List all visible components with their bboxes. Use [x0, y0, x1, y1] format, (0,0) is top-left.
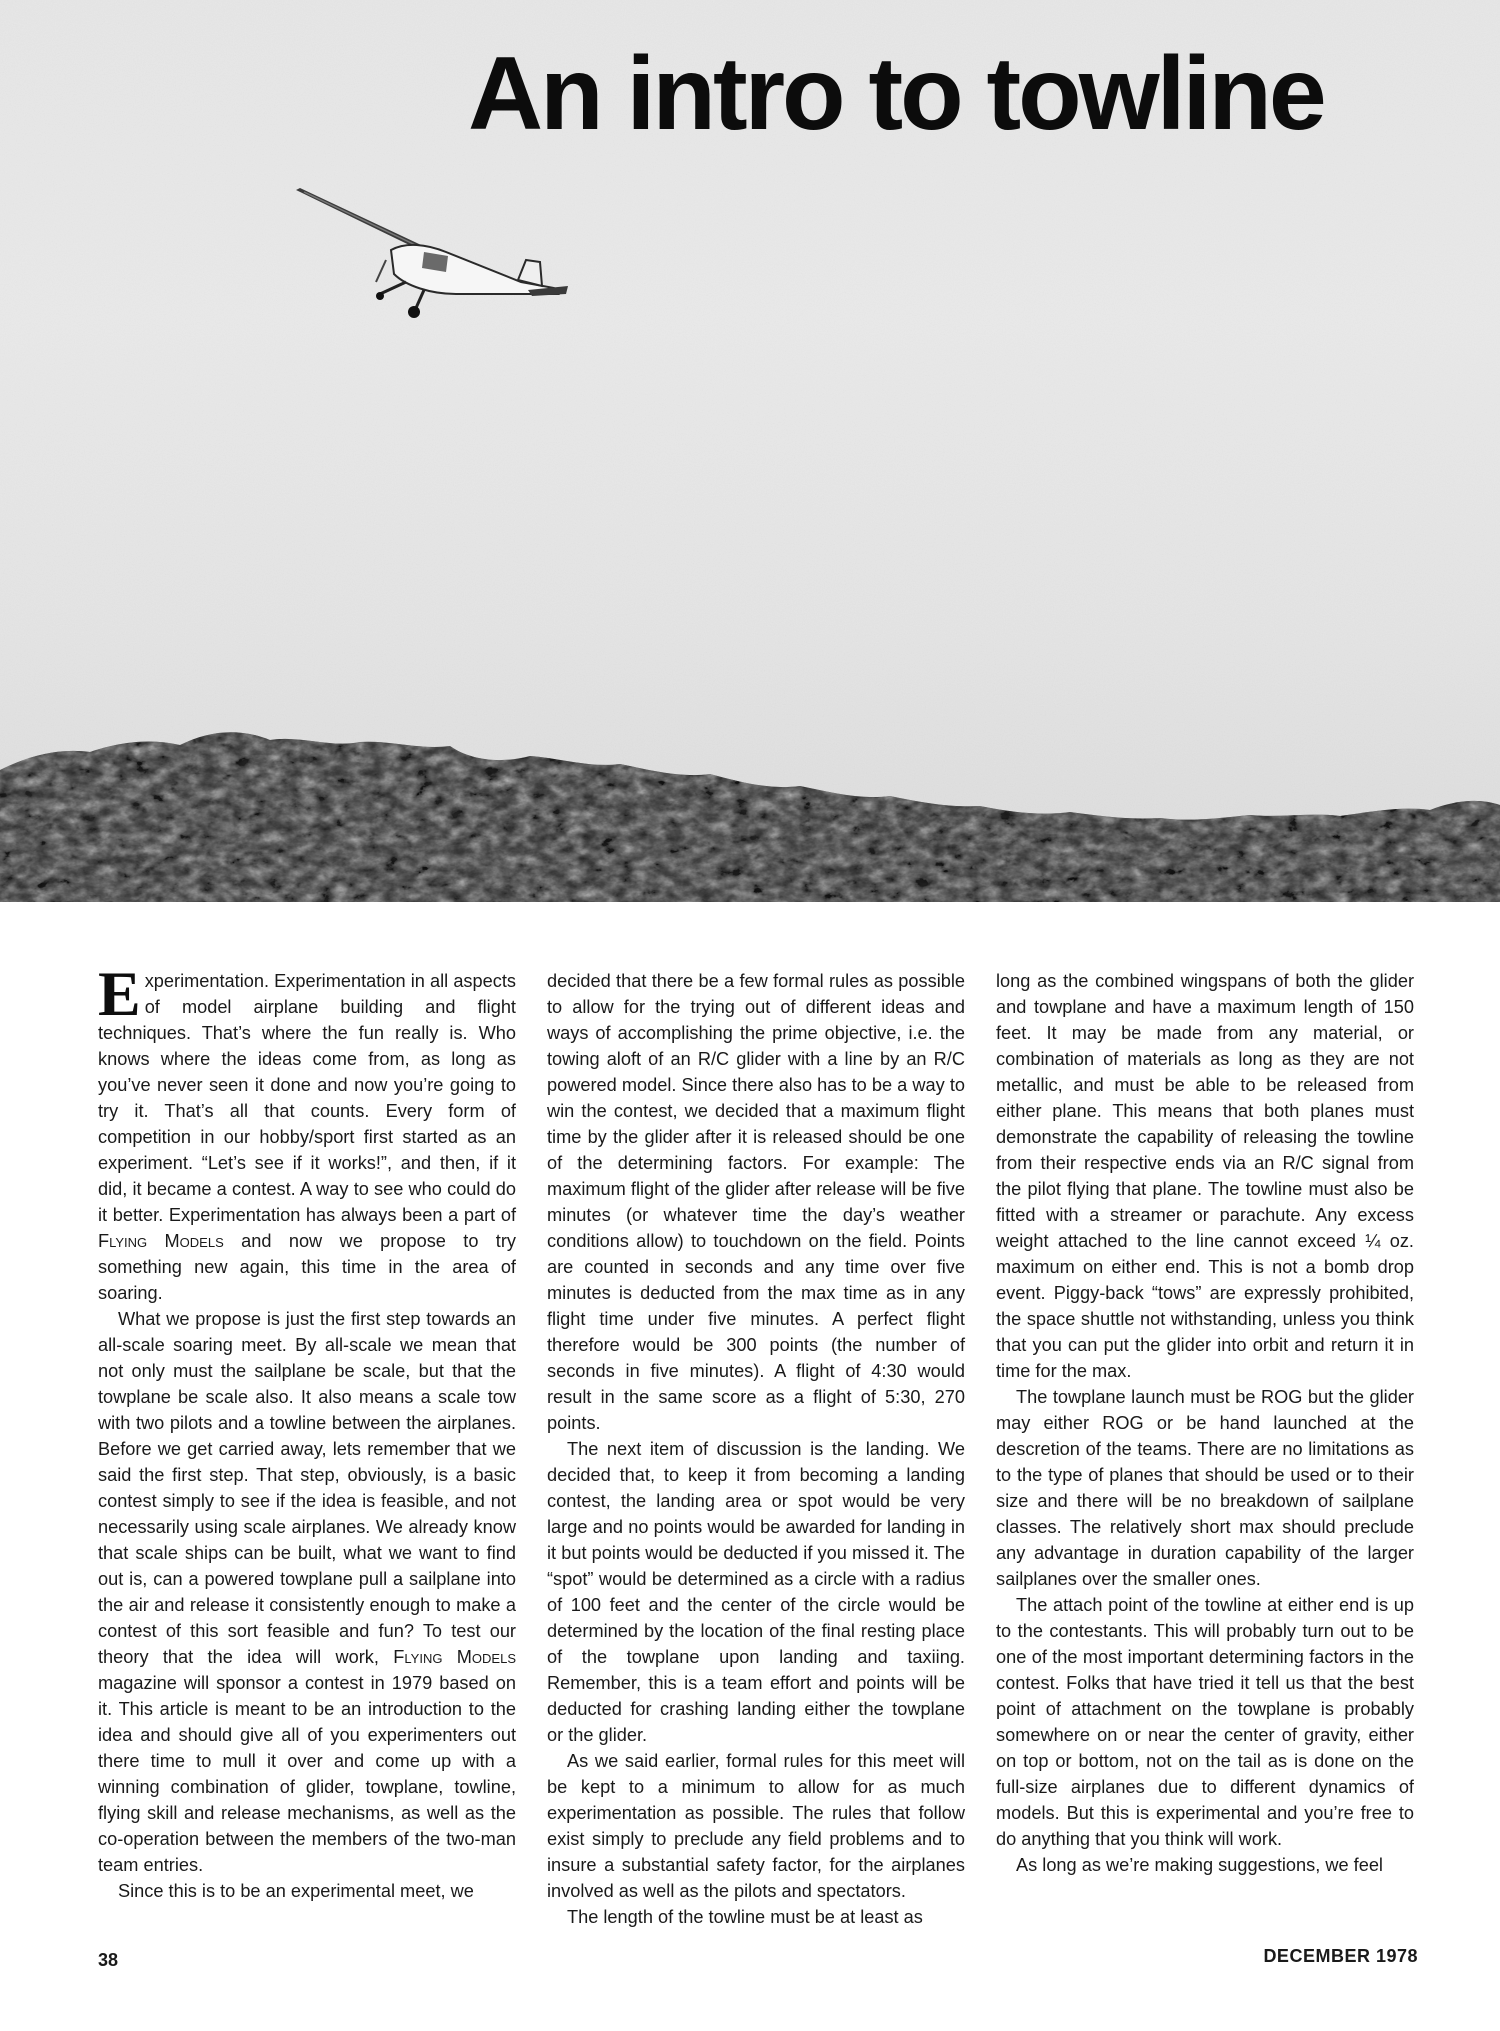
drop-cap: E: [98, 958, 141, 1029]
article-paragraph: The length of the towline must be at least as: [567, 1907, 923, 1927]
article-paragraph: The towplane launch must be ROG but the glider may either ROG or be hand launched at the descretion of the teams. There are no limitations as to the type of planes that should be used or to their size and there will be no breakdown of sailplane classes. The relatively short max should preclude any advantage in duration capability of the larger sailplanes over the smaller ones.: [996, 1387, 1414, 1589]
article-paragraph: Since this is to be an experimental meet, we: [118, 1881, 474, 1901]
article-column-2: [547, 968, 965, 1948]
issue-date: DECEMBER 1978: [1263, 1946, 1418, 1966]
article-paragraph: decided that there be a few formal rules as possible to allow for the trying out of different ideas and ways of accomplishing the prime objective, i.e. the towing aloft of an R/C glider with a line by an R/C powered model. Since there also has to be a way to win the contest, we decided that a maximum flight time by the glider after it is released should be one of the determining factors. For example: The maximum flight of the glider after release will be five minutes (or whatever time the day’s weather conditions allow) to touchdown on the field. Points are counted in seconds and any time over five minutes is deducted from the max time as in any flight time under five minutes. A perfect flight therefore would be 300 points (the number of seconds in five minutes). A flight of 4:30 would result in the same score as a flight of 5:30, 270 points.: [547, 971, 965, 1433]
article-paragraph: The next item of discussion is the landing. We decided that, to keep it from becoming a landing contest, the landing area or spot would be very large and no points would be awarded for landing in it but points would be deducted if you missed it. The “spot” would be determined as a circle with a radius of 100 feet and the center of the circle would be determined by the location of the final resting place of the towplane upon landing and taxiing. Remember, this is a team effort and points will be deducted for crashing landing either the towplane or the glider.: [547, 1439, 965, 1745]
article-paragraph: The attach point of the towline at either end is up to the contestants. This will probably turn out to be one of the most important determining factors in the contest. Folks that have tried it tell us that the best point of attachment on the towplane is probably somewhere on or near the center of gravity, either on top or bottom, not on the tail as is done on the full-size airplanes due to different dynamics of models. But this is experimental and you’re free to do anything that you think will work.: [996, 1595, 1414, 1849]
article-paragraph: [98, 1306, 516, 1878]
article-column-3: [996, 968, 1414, 1948]
article-paragraph: long as the combined wingspans of both the glider and towplane and have a maximum length of 150 feet. It may be made from any material, or combination of materials as long as they are not metallic, and must be able to be released from either plane. This means that both planes must demonstrate the capability of releasing the towline from their respective ends via an R/C signal from the pilot flying that plane. The towline must also be fitted with a streamer or parachute. Any excess weight attached to the line cannot exceed ¼ oz. maximum on either end. This is not a bomb drop event. Piggy-back “tows” are expressly prohibited, the space shuttle not withstanding, unless you think that you can put the glider into orbit and return it in time for the max.: [996, 971, 1414, 1381]
article-paragraph: As we said earlier, formal rules for this meet will be kept to a minimum to allow for as much experimentation as possible. The rules that follow exist simply to preclude any field problems and to insure a substantial safety factor, for the airplanes involved as well as the pilots and spectators.: [547, 1751, 965, 1901]
article-column-1: [98, 958, 516, 1948]
article-paragraph: As long as we’re making suggestions, we feel: [1016, 1855, 1383, 1875]
magazine-name: Flying Models: [98, 1231, 224, 1251]
paragraph-text: and now we propose to try something new again, this time in the area of soaring.: [98, 1231, 516, 1303]
paragraph-text: xperimentation. Experimentation in all aspects of model airplane building and flight techniques. That’s where the fun really is. Who knows where the ideas come from, as long as you’ve never seen it done and now you’re going to try it. That’s all that counts. Every form of competition in our hobby/sport first started as an experiment. “Let’s see if it works!”, and then, if it did, it became a contest. A way to see who could do it better. Experimentation has always been a part of: [98, 971, 516, 1225]
header-photo: [0, 0, 1500, 902]
paragraph-text: What we propose is just the first step towards an all-scale soaring meet. By all-scale we mean that not only must the sailplane be scale, but that the towplane be scale also. It also means a scale tow with two pilots and a towline between the airplanes. Before we get carried away, lets remember that we said the first step. That step, obviously, is a basic contest simply to see if the idea is feasible, and not necessarily using scale airplanes. We already know that scale ships can be built, what we want to find out is, can a powered towplane pull a sailplane into the air and release it consistently enough to make a contest of this sort feasible and fun? To test our theory that the idea will work,: [98, 1309, 516, 1667]
page-number: 38: [98, 1950, 119, 1970]
paragraph-text: magazine will sponsor a contest in 1979 based on it. This article is meant to be an introduction to the idea and should give all of you experimenters out there time to mull it over and come up with a winning combination of glider, towplane, towline, flying skill and release mechanisms, as well as the co-operation between the members of the two-man team entries.: [98, 1673, 516, 1875]
article-headline: An intro to towline: [468, 36, 1324, 152]
magazine-name: Flying Models: [393, 1647, 516, 1667]
article-paragraph: [98, 958, 516, 1306]
article-body: [98, 958, 1414, 1948]
